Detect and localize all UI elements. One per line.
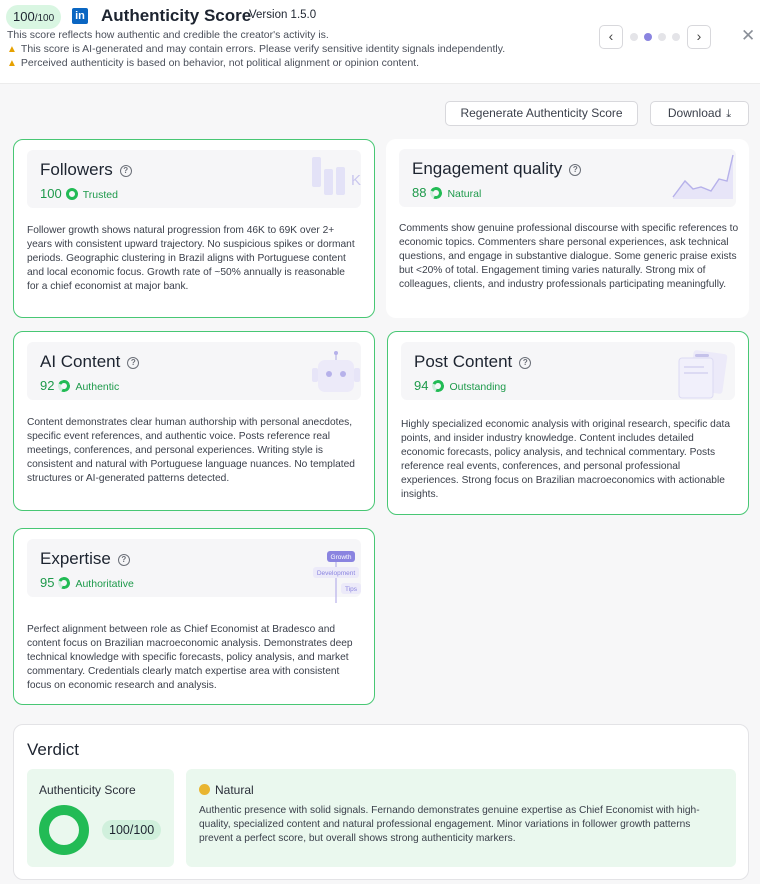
card-title (40, 549, 130, 569)
card-title-text: Post Content (414, 352, 513, 371)
pagination-dot-active[interactable] (644, 33, 652, 41)
warning-text: This score is AI-generated and may contain errors. Please verify sensitive identity signals independently. (20, 43, 506, 55)
page-title: Authenticity Score (101, 6, 252, 25)
verdict-summary-panel (186, 769, 736, 867)
previous-button[interactable] (599, 25, 623, 49)
verdict-score-label: Authenticity Score (39, 783, 136, 797)
help-icon[interactable]: ? (118, 554, 130, 566)
help-icon[interactable]: ? (569, 164, 581, 176)
coin-icon (199, 784, 210, 795)
score-label: Outstanding (449, 381, 507, 393)
score-value: 88 (412, 185, 427, 200)
help-icon[interactable]: ? (120, 165, 132, 177)
download-icon: ⤓ (726, 108, 732, 120)
card-description: Comments show genuine professional discourse with specific references to economic topics. Commenters share personal experiences, ask technical questions, and engage in substantive dialogue. Some generic praise exists but <20% of total. Engagement timing varies naturally. Strong mix of colleagues, clients, and industry professionals participating meaningfully. (399, 223, 739, 290)
post-content-card (387, 331, 749, 515)
card-title (414, 352, 531, 372)
card-title (40, 160, 132, 180)
card-header (399, 149, 736, 207)
verdict-title: Verdict (27, 740, 79, 759)
chevron-left-icon: ‹ (608, 28, 614, 44)
card-header (27, 150, 361, 208)
pagination-dot[interactable] (672, 33, 680, 41)
tag-development: Development (316, 570, 356, 577)
help-icon[interactable]: ? (519, 357, 531, 369)
followers-card (13, 139, 375, 318)
pagination-dot[interactable] (630, 33, 638, 41)
score-ring-icon (57, 378, 72, 393)
chevron-right-icon: › (696, 28, 702, 44)
expertise-tags-icon (299, 537, 365, 611)
tag-tips: Tips (344, 586, 358, 593)
card-score (412, 185, 481, 200)
card-title-text: Followers (40, 160, 113, 179)
regenerate-button[interactable]: Regenerate Authenticity Score (445, 101, 638, 126)
card-header (27, 342, 361, 400)
score-label: Natural (447, 188, 482, 200)
score-value: 100 (40, 186, 62, 201)
score-label: Trusted (82, 189, 118, 201)
warning-line (7, 43, 505, 55)
score-value: 92 (40, 378, 55, 393)
linkedin-icon: in (72, 8, 88, 24)
next-button[interactable] (687, 25, 711, 49)
card-score (40, 378, 119, 393)
verdict-tag (199, 783, 254, 797)
verdict-score-badge: 100/100 (102, 820, 161, 840)
card-description: Highly specialized economic analysis with original research, specific data points, and insider industry knowledge. Content includes detailed economic forecasts, policy analysis, and technical commentary. Posts reference real events, conferences, and personal professional experiences. Strong focus on Brazilian macroeconomics with actionable insights. (401, 419, 730, 500)
download-label: Download (667, 106, 722, 120)
card-score (40, 186, 118, 201)
card-score (40, 575, 134, 590)
verdict-score-panel (27, 769, 174, 867)
verdict-tag-text: Natural (215, 783, 254, 797)
warning-icon: ▲ (7, 44, 17, 55)
card-score (414, 378, 506, 393)
score-value: 95 (40, 575, 55, 590)
verdict-section (13, 724, 749, 880)
card-description: Perfect alignment between role as Chief Economist at Bradesco and content focus on Brazilian macroeconomic analysis. Demonstrates deep technical knowledge with specific forecasts, policy analysis, and market commentary. Credentials clearly match expertise area with consistent focus on economic research and analysis. (27, 624, 353, 691)
ai-content-card (13, 331, 375, 511)
engagement-chart-icon (671, 151, 737, 203)
card-title (412, 159, 581, 179)
pagination-dot[interactable] (658, 33, 666, 41)
warning-icon: ▲ (7, 58, 17, 69)
score-ring-icon (66, 188, 78, 200)
robot-icon (310, 350, 362, 398)
card-description: Follower growth shows natural progression from 46K to 69K over 2+ years with consistent upward trajectory. No suspicious spikes or dormant periods. Geographic clustering in Brazil aligns with Portuguese content and local economic focus. Growth rate of ~50% annually is reasonable for a chief economist at major bank. (27, 225, 355, 292)
card-header (401, 342, 735, 400)
score-donut-icon (39, 805, 89, 855)
verdict-description: Authentic presence with solid signals. Fernando demonstrates genuine expertise as Chief Economist with high-quality, specialized content and natural professional engagement. Minor variations in follower growth patterns prevent a perfect score, but overall shows strong authenticity markers. (199, 805, 700, 844)
illus-letter: K (351, 172, 362, 189)
tag-growth: Growth (330, 554, 352, 561)
score-label: Authentic (75, 381, 120, 393)
close-icon[interactable]: ✕ (741, 26, 756, 45)
card-title-text: AI Content (40, 352, 121, 371)
warning-text: Perceived authenticity is based on behavior, not political alignment or opinion content. (20, 57, 419, 69)
card-title-text: Engagement quality (412, 159, 563, 178)
header-score-badge (6, 5, 61, 29)
score-value: 94 (414, 378, 429, 393)
header-subtitle: This score reflects how authentic and credible the creator's activity is. (7, 29, 329, 41)
header (0, 0, 760, 84)
card-header (27, 539, 361, 597)
followers-illustration-icon (310, 155, 370, 199)
card-title-text: Expertise (40, 549, 111, 568)
score-label: Authoritative (75, 578, 134, 590)
engagement-card (386, 139, 749, 318)
document-stack-icon (673, 348, 737, 400)
card-title (40, 352, 139, 372)
download-button[interactable] (650, 101, 749, 126)
header-score-denominator: /100 (34, 13, 55, 24)
version-label: Version 1.5.0 (249, 9, 317, 21)
help-icon[interactable]: ? (127, 357, 139, 369)
score-ring-icon (57, 575, 72, 590)
score-ring-icon (431, 378, 446, 393)
expertise-card (13, 528, 375, 705)
warning-line (7, 57, 419, 69)
header-score-value: 100 (13, 9, 35, 24)
score-ring-icon (429, 185, 444, 200)
pagination-dots (630, 33, 680, 41)
card-description: Content demonstrates clear human authorship with personal anecdotes, specific event references, and authentic voice. Posts reference real meetings, conferences, and personal experiences. Writing style is consistent and natural with Portuguese language nuances. No templated structures or AI-generated patterns detected. (27, 417, 355, 484)
